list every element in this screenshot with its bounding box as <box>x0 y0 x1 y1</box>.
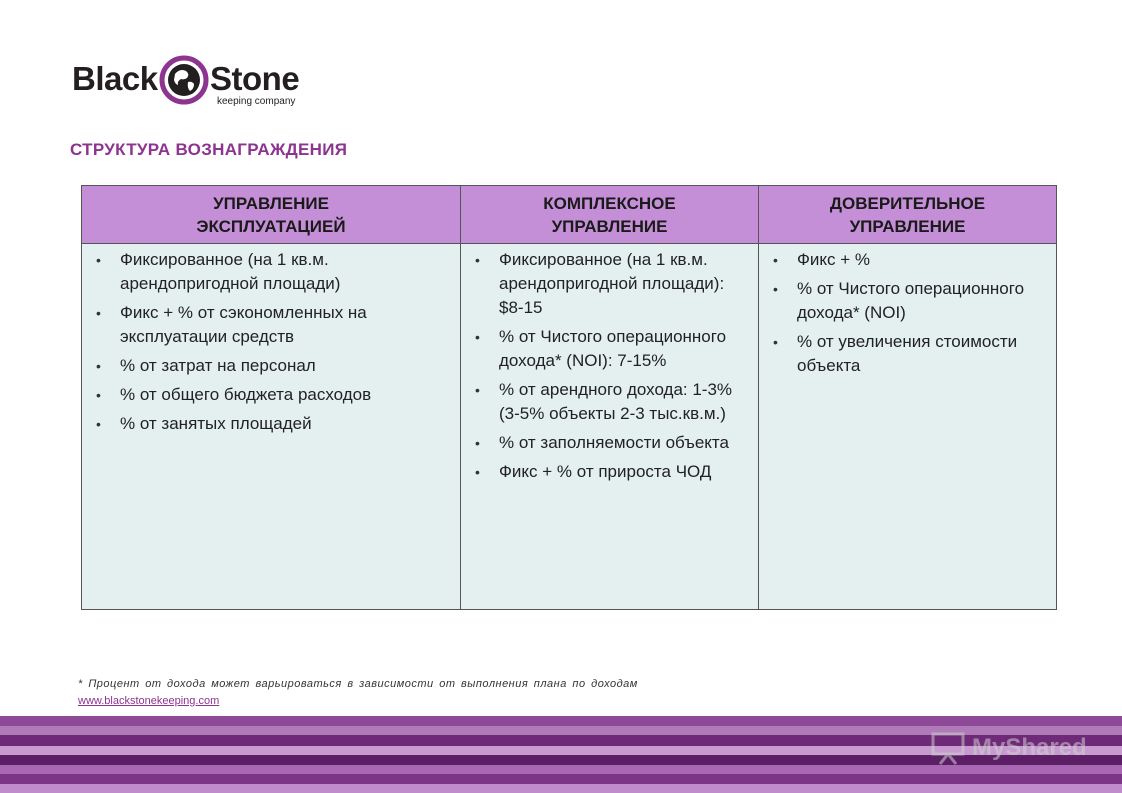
list-item: • % от Чистого операционного дохода* (NOI): 7-15% <box>469 325 750 373</box>
company-logo <box>72 54 312 110</box>
globe-icon <box>158 54 210 106</box>
list-item: • % от общего бюджета расходов <box>90 383 452 407</box>
header-line: ДОВЕРИТЕЛЬНОЕ <box>829 193 986 213</box>
website-link[interactable]: www.blackstonekeeping.com <box>78 695 220 707</box>
stripe <box>0 765 1122 774</box>
list-item: • % от затрат на персонал <box>90 354 452 378</box>
cell-trust <box>759 244 1057 610</box>
bullet-list <box>469 248 750 484</box>
cell-complex <box>461 244 759 610</box>
header-line: УПРАВЛЕНИЕ <box>849 216 966 236</box>
stripe <box>0 774 1122 784</box>
list-item: • % от Чистого операционного дохода* (NOI) <box>767 277 1048 325</box>
stripe <box>0 716 1122 726</box>
list-item: • Фикс + % от сэкономленных на эксплуатации средств <box>90 301 452 349</box>
list-item: • % от занятых площадей <box>90 412 452 436</box>
footnote: * Процент от дохода может варьироваться в зависимости от выполнения плана по доходам <box>78 678 638 690</box>
table-body-row <box>82 244 1057 610</box>
header-line: ЭКСПЛУАТАЦИЕЙ <box>196 216 346 236</box>
list-item: • % от увеличения стоимости объекта <box>767 330 1048 378</box>
page-title: СТРУКТУРА ВОЗНАГРАЖДЕНИЯ <box>70 140 348 159</box>
fee-structure-table <box>81 185 1057 610</box>
header-line: УПРАВЛЕНИЕ <box>213 193 329 213</box>
list-item: • Фиксированное (на 1 кв.м. арендопригодной площади) <box>90 248 452 296</box>
logo-word-black: Black <box>72 60 158 97</box>
header-line: УПРАВЛЕНИЕ <box>551 216 668 236</box>
cell-operations <box>82 244 461 610</box>
table-header-row <box>82 186 1057 244</box>
bullet-list <box>90 248 452 436</box>
presentation-board-icon <box>930 730 966 766</box>
list-item: • Фикс + % от прироста ЧОД <box>469 460 750 484</box>
logo-tagline: keeping company <box>217 96 296 107</box>
watermark <box>930 730 1087 766</box>
logo-word-stone: Stone <box>210 60 300 97</box>
list-item: • Фиксированное (на 1 кв.м. арендопригодной площади): $8-15 <box>469 248 750 320</box>
list-item: • % от арендного дохода: 1-3% (3-5% объекты 2-3 тыс.кв.м.) <box>469 378 750 426</box>
column-header-complex <box>461 186 759 244</box>
watermark-text: MyShared <box>972 734 1087 761</box>
header-line: КОМПЛЕКСНОЕ <box>543 193 676 213</box>
bullet-list <box>767 248 1048 378</box>
stripe <box>0 784 1122 793</box>
list-item: • % от заполняемости объекта <box>469 431 750 455</box>
column-header-trust <box>759 186 1057 244</box>
list-item: • Фикс + % <box>767 248 1048 272</box>
column-header-operations <box>82 186 461 244</box>
